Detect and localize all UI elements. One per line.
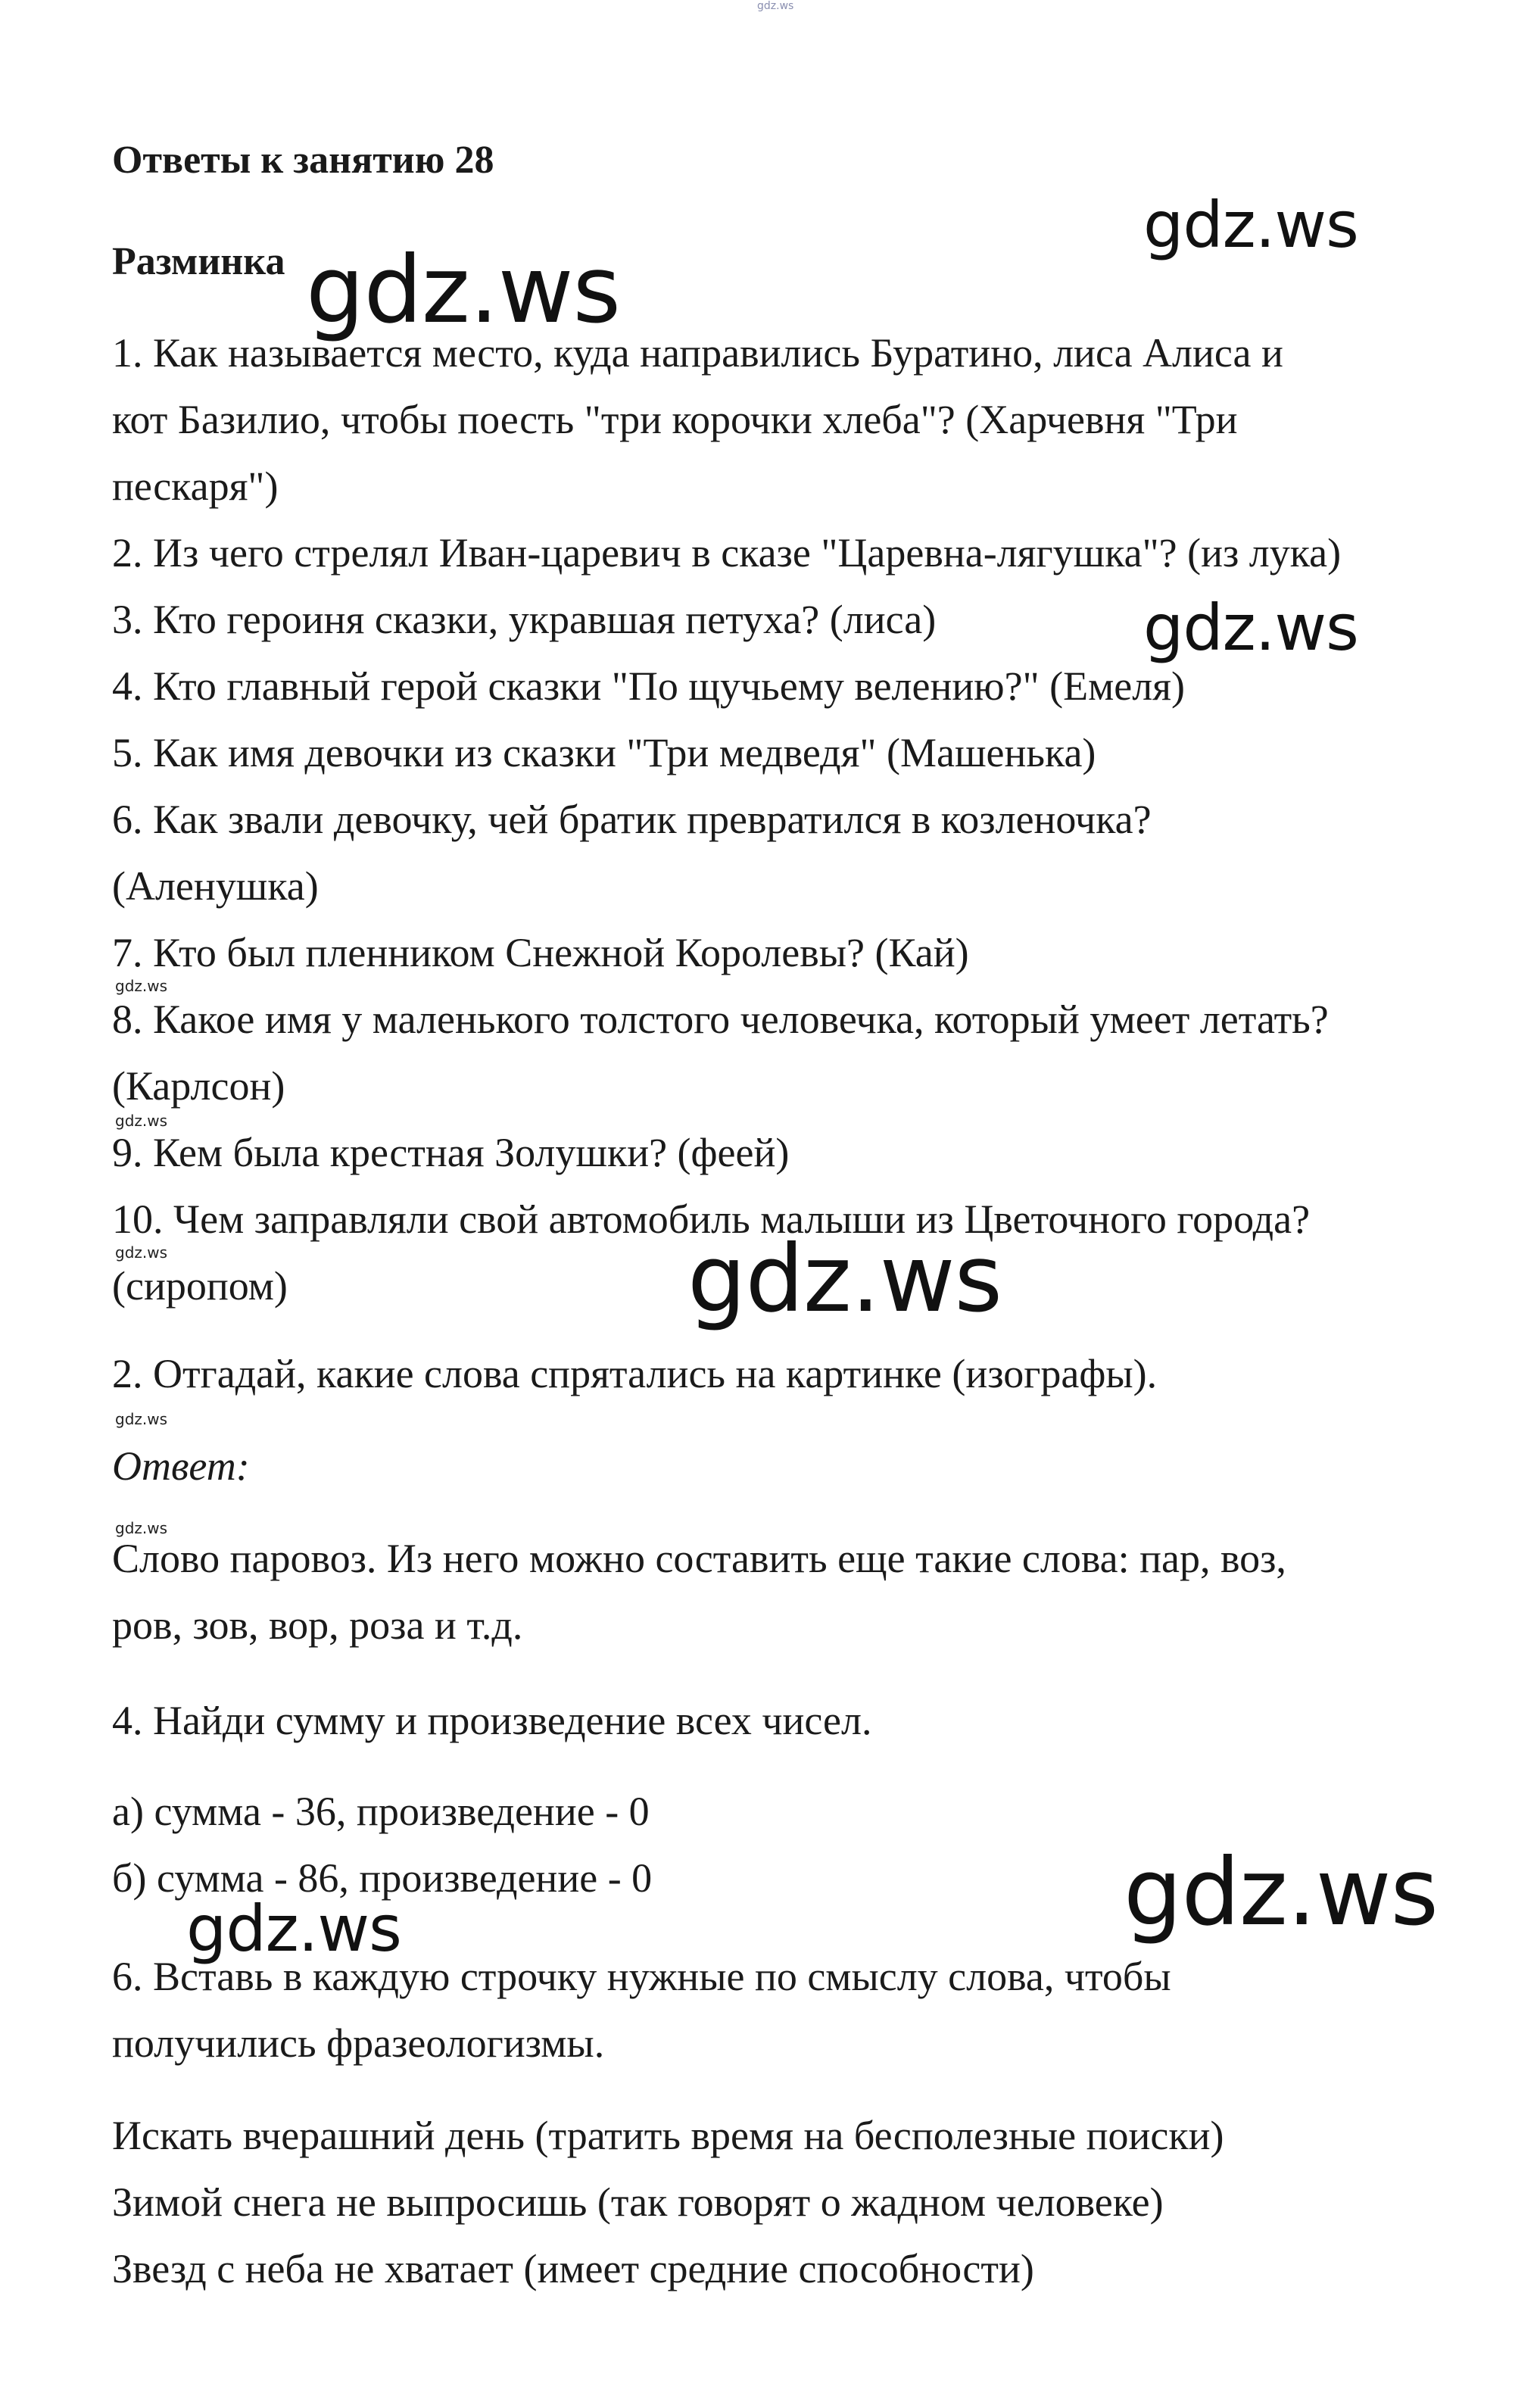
task6-question-line: получились фразеологизмы. (112, 2020, 605, 2066)
task6-answer: Зимой снега не выпросишь (так говорят о жадном человеке) (112, 2179, 1164, 2225)
watermark-large: gdz.ws (1143, 188, 1358, 262)
watermark-large: gdz.ws (186, 1892, 401, 1966)
task2-answer-line: ров, зов, вор, роза и т.д. (112, 1602, 523, 1648)
watermark-small: gdz.ws (115, 977, 168, 995)
task2-answer-line: Слово паровоз. Из него можно составить еще такие слова: пар, воз, (112, 1536, 1286, 1581)
warmup-line: 8. Какое имя у маленького толстого человечка, который умеет летать? (112, 997, 1329, 1042)
warmup-line: 10. Чем заправляли свой автомобиль малыши из Цветочного города? (112, 1196, 1311, 1242)
watermark-large: gdz.ws (1124, 1839, 1439, 1946)
warmup-line: 2. Из чего стрелял Иван-царевич в сказе "Царевна-лягушка"? (из лука) (112, 530, 1342, 576)
warmup-line: 1. Как называется место, куда направились Буратино, лиса Алиса и (112, 330, 1283, 376)
warmup-line: 6. Как звали девочку, чей братик превратился в козленочка? (112, 797, 1152, 842)
task6-question-line: 6. Вставь в каждую строчку нужные по смыслу слова, чтобы (112, 1954, 1171, 1999)
task2-question: 2. Отгадай, какие слова спрятались на картинке (изографы). (112, 1351, 1158, 1396)
warmup-line: 7. Кто был пленником Снежной Королевы? (Кай) (112, 930, 969, 975)
watermark-small: gdz.ws (115, 1519, 168, 1537)
warmup-line: 9. Кем была крестная Золушки? (феей) (112, 1130, 790, 1175)
warmup-line: пескаря") (112, 463, 279, 509)
warmup-line: кот Базилио, чтобы поесть "три корочки хлеба"? (Харчевня "Три (112, 397, 1238, 442)
warmup-line: 3. Кто героиня сказки, укравшая петуха? (лиса) (112, 597, 937, 642)
warmup-line: 4. Кто главный герой сказки "По щучьему велению?" (Емеля) (112, 663, 1185, 709)
watermark-small: gdz.ws (115, 1112, 168, 1130)
task4-answer: а) сумма - 36, произведение - 0 (112, 1789, 650, 1834)
watermark-large: gdz.ws (306, 236, 621, 344)
watermark-large: gdz.ws (1143, 591, 1358, 665)
task2-answer-label: Ответ: (112, 1443, 250, 1489)
warmup-line: (Аленушка) (112, 863, 319, 909)
warmup-line: 5. Как имя девочки из сказки "Три медведя" (Машенька) (112, 730, 1096, 775)
task4-answer: б) сумма - 86, произведение - 0 (112, 1855, 653, 1901)
warmup-line: (Карлсон) (112, 1063, 285, 1109)
warmup-line: (сиропом) (112, 1263, 288, 1309)
watermark-top: gdz.ws (757, 0, 794, 12)
task6-answer: Искать вчерашний день (тратить время на бесполезные поиски) (112, 2113, 1224, 2158)
watermark-small: gdz.ws (115, 1410, 168, 1428)
task6-answer: Звезд с неба не хватает (имеет средние способности) (112, 2246, 1034, 2291)
page-title: Ответы к занятию 28 (112, 139, 494, 182)
warmup-heading: Разминка (112, 240, 285, 283)
task4-question: 4. Найди сумму и произведение всех чисел. (112, 1698, 872, 1743)
watermark-large: gdz.ws (687, 1225, 1002, 1333)
watermark-small: gdz.ws (115, 1243, 168, 1262)
